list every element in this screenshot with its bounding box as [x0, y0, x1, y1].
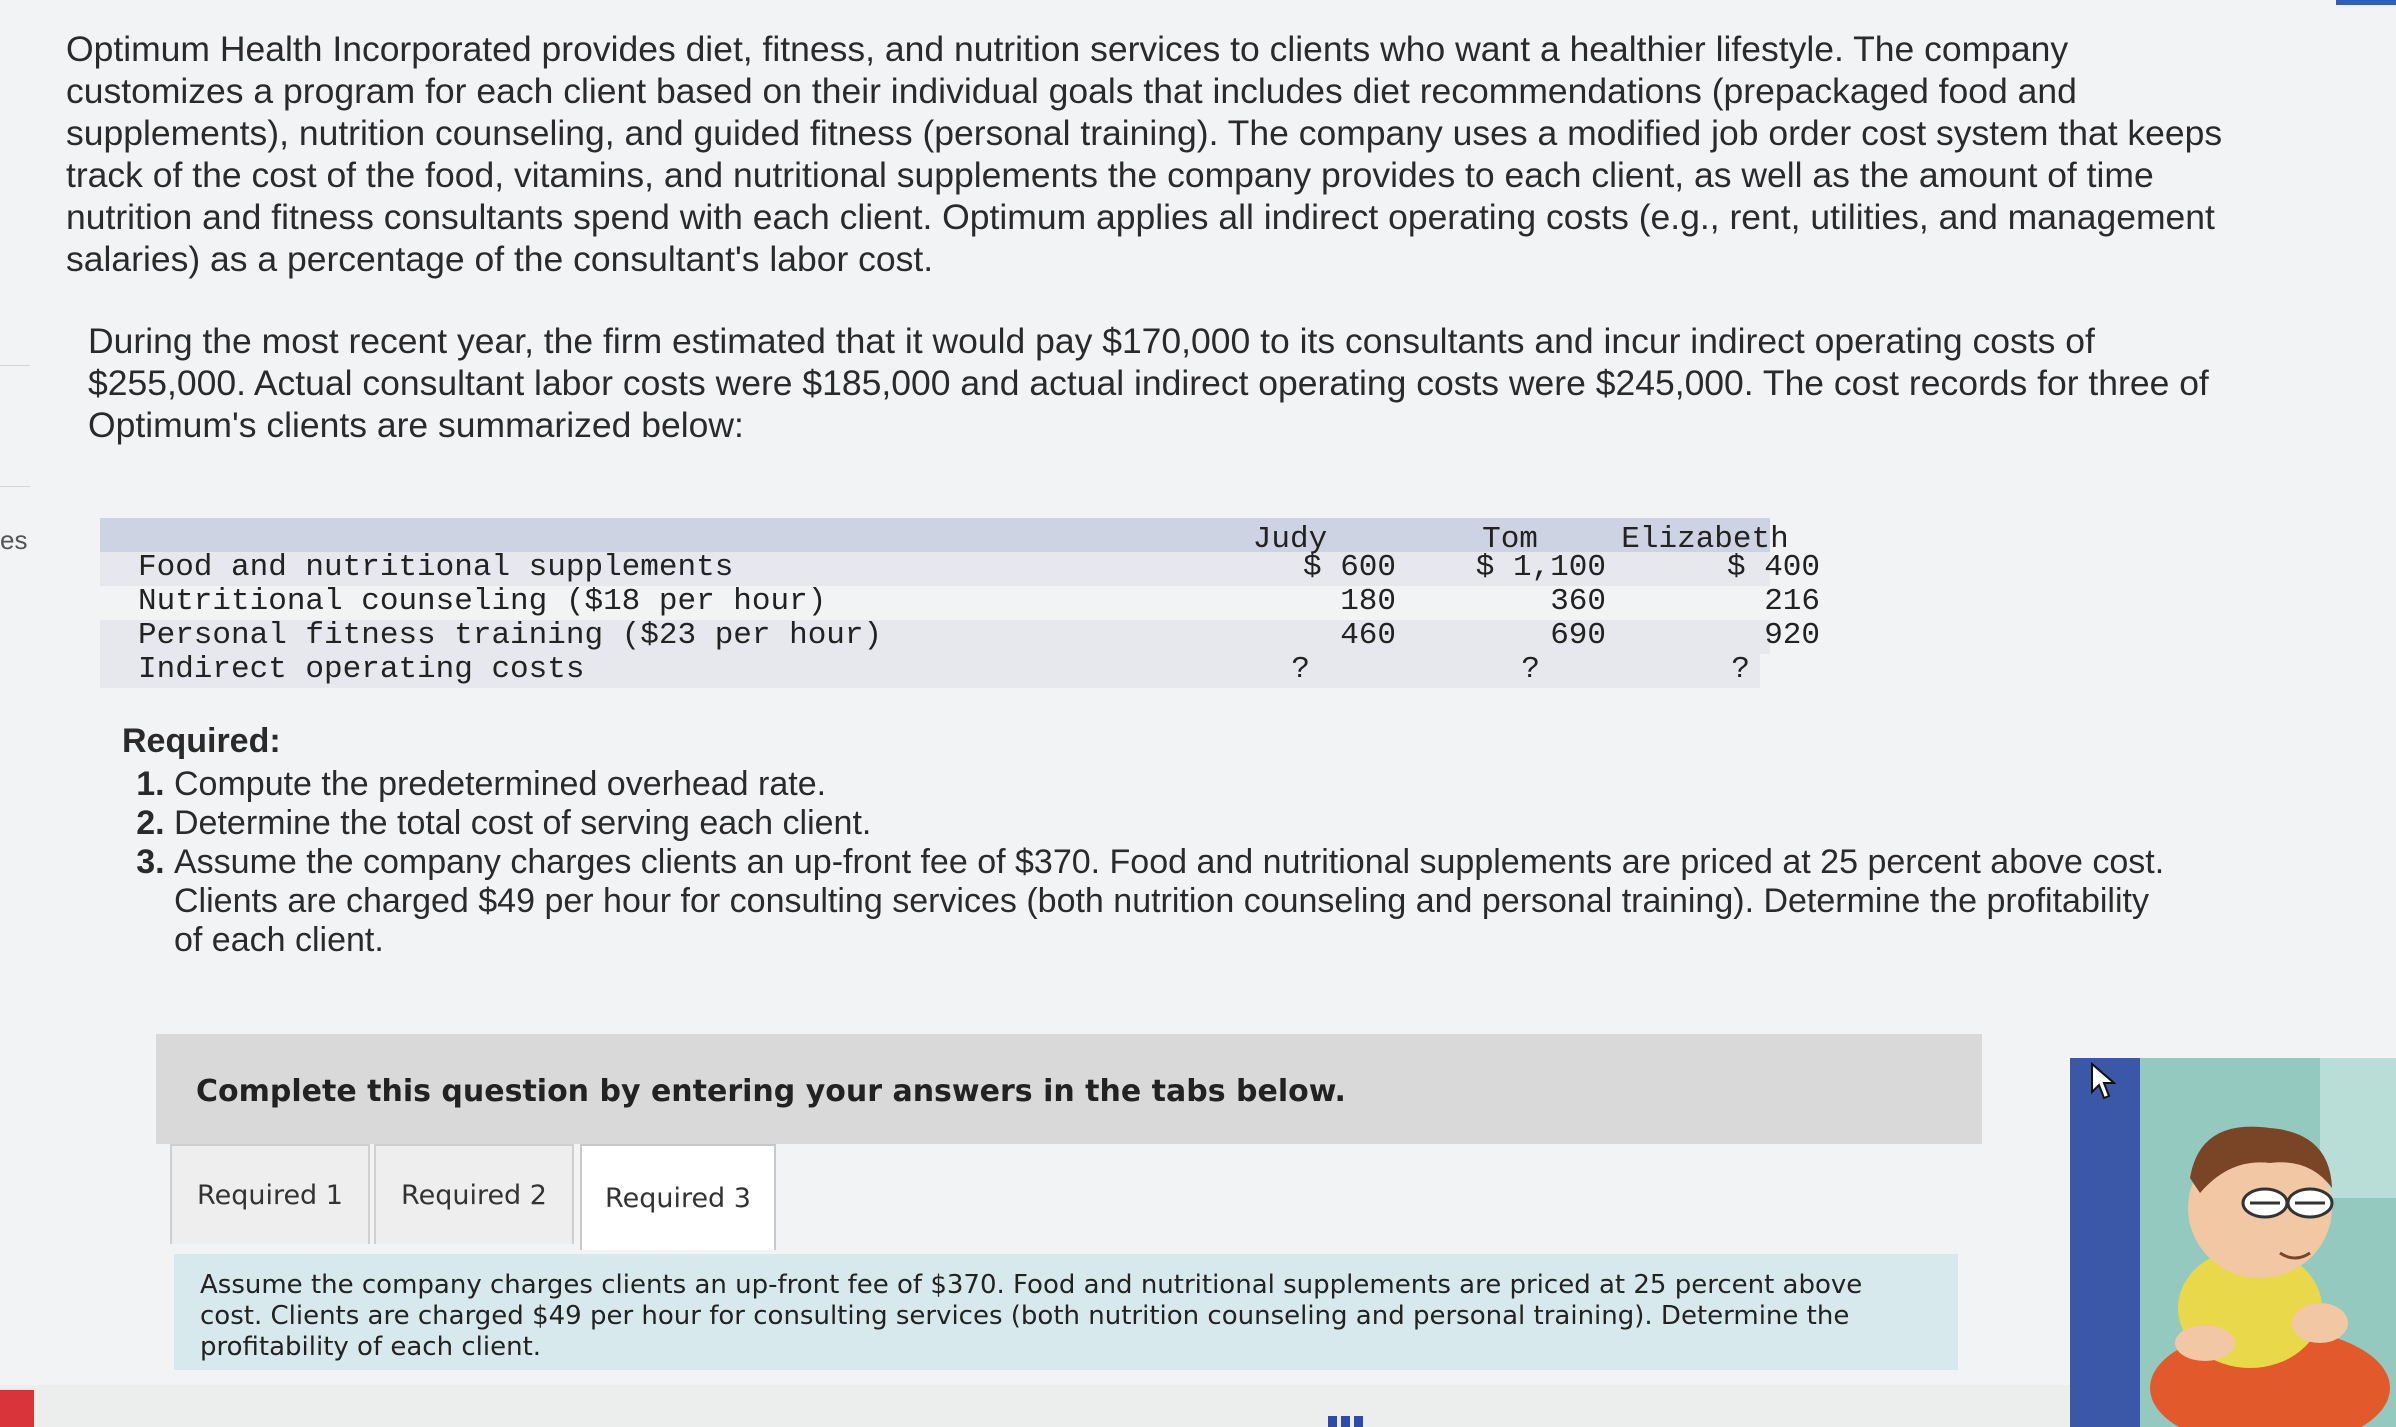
cell-judy: 180 — [1340, 584, 1396, 619]
cartoon-character-image — [2070, 1058, 2396, 1427]
column-header-judy: Judy — [1252, 522, 1328, 557]
red-corner-marker — [0, 1390, 34, 1427]
side-label: es — [0, 525, 28, 555]
bottom-toolbar-strip — [0, 1385, 2070, 1427]
problem-paragraph-2: During the most recent year, the firm estimated that it would pay $170,000 to its consultants and incur indirect operating costs of $255,000. Actual consultant labor costs were $185,000 and actual indirect operating costs were $245,000. The cost records for three of Optimum's clients are summarized below: — [88, 321, 2209, 445]
row-label: Food and nutritional supplements — [138, 550, 734, 585]
required-item-2: 2. Determine the total cost of serving each client. — [174, 804, 2172, 843]
row-label: Personal fitness training ($23 per hour) — [138, 618, 883, 653]
cell-elizabeth: 216 — [1764, 584, 1820, 619]
problem-paragraph-1: Optimum Health Incorporated provides diet, fitness, and nutrition services to clients who want a healthier lifestyle. The company customizes a program for each client based on their individual goals that includes diet recommendations (prepackaged food and supplements), nutrition counseling, and guided fitness (personal training). The company uses a modified job order cost system that keeps track of the cost of the food, vitamins, and nutritional supplements the company provides to each client, as well as the amount of time nutrition and fitness consultants spend with each client. Optimum applies all indirect operating costs (e.g., rent, utilities, and management salaries) as a percentage of the consultant's labor cost. — [66, 29, 2223, 279]
mouse-cursor-icon — [2090, 1062, 2116, 1102]
instruction-bar — [156, 1034, 1982, 1144]
row-label: Indirect operating costs — [138, 652, 585, 687]
table-row — [100, 584, 1820, 619]
tab-required-2[interactable]: Required 2 — [374, 1144, 574, 1244]
cell-elizabeth: ? — [1731, 652, 1750, 687]
problem-statement — [66, 28, 2236, 446]
row-label: Nutritional counseling ($18 per hour) — [138, 584, 827, 619]
cell-tom: 360 — [1550, 584, 1606, 619]
tab-panel-text: Assume the company charges clients an up-front fee of $370. Food and nutritional supplements are priced at 25 percent above cost. Clients are charged $49 per hour for consulting services (both nutrition counseling and personal training). Determine the profitability of each client. — [200, 1270, 1863, 1362]
cell-elizabeth: 920 — [1764, 618, 1820, 653]
cell-tom: 690 — [1550, 618, 1606, 653]
column-header-elizabeth: Elizabeth — [1621, 522, 1789, 557]
instruction-text: Complete this question by entering your answers in the tabs below. — [196, 1074, 1346, 1109]
tab-required-1[interactable]: Required 1 — [170, 1144, 370, 1244]
required-item-3: 3. Assume the company charges clients an up-front fee of $370. Food and nutritional supplements are priced at 25 percent above cost. Clients are charged $49 per hour for consulting services (both nutrition counseling and personal training). Determine the profitability of each client. — [174, 843, 2172, 960]
top-accent-bar — [2336, 0, 2396, 5]
required-item-1: 1. Compute the predetermined overhead rate. — [174, 765, 2172, 804]
cell-judy: ? — [1291, 652, 1310, 687]
required-section — [122, 722, 2172, 960]
cell-judy: $ 600 — [1302, 550, 1396, 585]
bottom-grid-icon[interactable] — [1328, 1416, 1363, 1427]
tab-required-3[interactable]: Required 3 — [580, 1144, 776, 1250]
required-list — [122, 765, 2172, 960]
required-title: Required: — [122, 722, 281, 760]
side-divider — [0, 365, 30, 487]
table-row — [100, 550, 1820, 585]
tab-panel — [174, 1254, 1958, 1370]
table-row — [100, 618, 1820, 653]
cell-judy: 460 — [1340, 618, 1396, 653]
cell-tom: ? — [1521, 652, 1540, 687]
table-row — [100, 652, 1770, 686]
cell-elizabeth: $ 400 — [1726, 550, 1820, 585]
column-header-tom: Tom — [1482, 522, 1538, 557]
cell-tom: $ 1,100 — [1475, 550, 1606, 585]
